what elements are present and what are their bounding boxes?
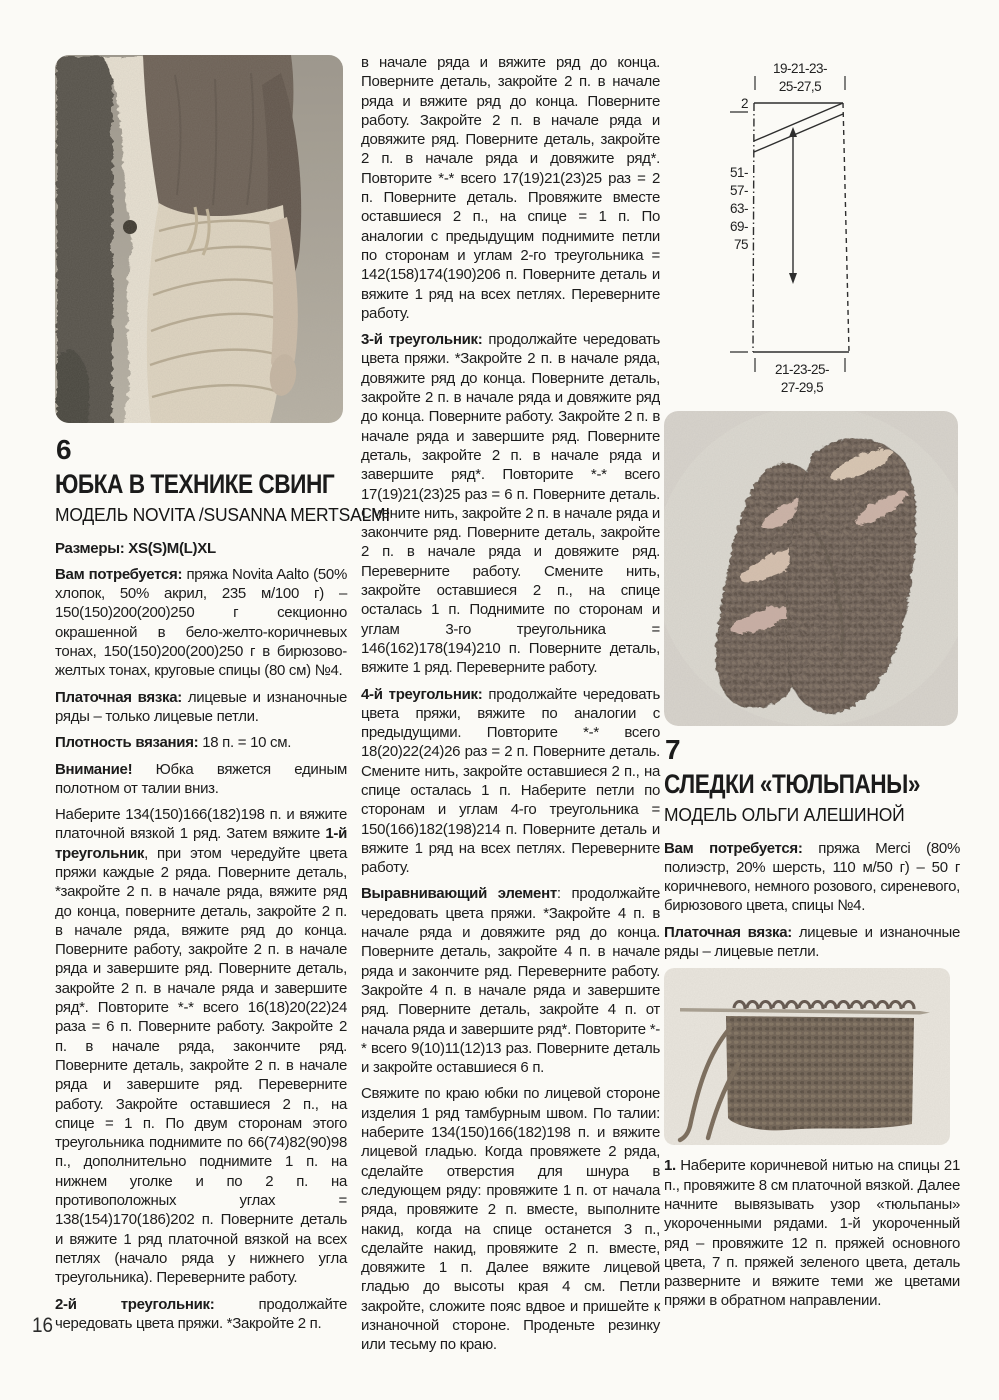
paragraph: Выравнивающий элемент: продолжайте чередовать цвета пряжи. *Закройте 4 п. в начале ряда и довяжите ряд до конца. Поверните деталь, закройте 4 п. в начале ряда и закончите ряд. Переверните работу. Закройте 4 п. в начале ряда и завершите ряд. Поверните деталь, закройте 4 п. от начала ряда и завершите ряд*. Повторите *-* всего 9(10)11(12)13 раз. Поверните деталь и закройте оставшиеся 6 п. [361, 885, 660, 1077]
paragraph: Свяжите по краю юбки по лицевой стороне изделия 1 ряд тамбурным швом. По талии: наберите 134(150)166(182)198 п. и вяжите лицевой гладью. Когда провяжете 2 ряда, сделайте отверстия для шнура в следующем ряду: провяжите 1 п. от начала ряда, провяжите 2 п. вместе, выполните накид, когда на спице останется 3 п., сделайте накид, провяжите 2 п. вместе, довяжите 1 п. Далее вяжите лицевой гладью до высоты края 4 см. Петли закройте, сложите пояс вдвое и пришейте к изнаночной стороне. Проденьте резинку или тесьму по краю. [361, 1085, 660, 1354]
diagram-top-width-label-2: 25-27,5 [778, 79, 822, 94]
column-left [55, 55, 391, 1340]
paragraph: Платочная вязка: лицевые и изнаночные ряды – только лицевые петли. [55, 688, 347, 725]
article-6-model: МОДЕЛЬ NOVITA /SUSANNA MERTSALMI [55, 504, 391, 525]
diagram-left-top-label: 2 [740, 96, 748, 111]
article-7-number: 7 [665, 734, 681, 765]
diagram-side-label-3: 63- [729, 201, 748, 216]
scan-grain [55, 55, 343, 423]
column-middle [361, 53, 660, 1362]
article-7-header [664, 736, 960, 826]
paragraph: Наберите 134(150)166(182)198 п. и вяжите платочной вязкой 1 ряд. Затем вяжите 1-й треугольник, при этом чередуйте цвета пряжи каждые 2 ряда. Поверните деталь, *закройте 2 п. в начале ряда, вяжите ряд до конца, поверните деталь, закройте 2 п. в начале ряда, вяжите ряд до конца. Поверните работу, закройте 2 п. в начале ряда и завершите ряд. Поверните деталь, закройте 2 п. в начале ряда и завершите ряд*. Повторите *-* всего 16(18)20(22)24 раза = 6 п. Поверните работу. Закройте 2 п. в начале ряда, закончите ряд. Поверните деталь, закройте 2 п. в начале ряда и завершите ряд. Переверните работу. Закройте оставшиеся 2 п., на спице = 1 п. По двум сторонам этого треугольника поднимите по 66(74)82(90)98 п., дополнительно поднимите 1 п. на нижнем уголке и по 2 п. на противоположных углах = 138(154)170(186)202 п. Поверните деталь и вяжите 1 ряд платочной вязкой на всех петлях (начало ряда у нижнего угла треугольника). Переверните работу. [55, 806, 347, 1287]
diagram-side-label-4: 69- [729, 219, 748, 234]
article-6-text-continued [361, 53, 660, 1355]
paragraph: Плотность вязания: 18 п. = 10 см. [55, 734, 292, 752]
article-7-text [664, 839, 960, 962]
garter-swatch-photo [664, 968, 950, 1145]
diagram-side-label-2: 57- [729, 183, 748, 198]
paragraph: 3-й треугольник: продолжайте чередовать цвета пряжи. *Закройте 2 п. в начале ряда, довяжите ряд до конца. Поверните деталь, закройте 2 п. в начале ряда и довяжите ряд до конца. Поверните работу. Закройте 2 п. в начале ряда и завершите ряд. Поверните деталь, закройте 2 п. в начале ряда и завершите ряд*. Повторите *-* всего 17(19)21(23)25 раз = 6 п. Поверните деталь. Смените нить, закройте 2 п. в начале ряда и закончите ряд. Поверните деталь, закройте 2 п. в начале ряда и довяжите ряд. Переверните работу. Смените нить, закройте оставшиеся 2 п., на спице осталась 1 п. Поднимите по сторонам и углам 3-го треугольника = 146(162)178(194)210 п. Поверните деталь, вяжите 1 ряд. Переверните работу. [361, 331, 660, 677]
article-7-step-1: 1. Наберите коричневой нитью на спицы 21 п., провяжите 8 см платочной вязкой. Далее начните вывязывать узор «тюльпаны» укороченными рядами. 1-й укороченный ряд – провяжите 12 п. пряжей основного цвета, 7 п. пряжей зеленого цвета, деталь разверните и вяжите теми же цветами пряжи в обратном направлении. [664, 1157, 960, 1310]
paragraph: Вам потребуется: пряжа Merci (80% полиэстр, 20% шерсть, 110 м/50 г) – 50 г коричневого, немного розового, сиреневого, бирюзового цвета, спицы №4. [664, 839, 960, 915]
knitting-direction-arrow [789, 127, 797, 284]
diagram-side-label-1: 51- [729, 165, 748, 180]
paragraph: в начале ряда и вяжите ряд до конца. Поверните деталь, закройте 2 п. в начале ряда и вяжите ряд до конца. Поверните работу. Закройте 2 п. в начале ряда и довяжите ряд. Поверните деталь, закройте 2 п. в начале ряда и довяжите ряд*. Повторите *-* всего 17(19)21(23)25 раз = 2 п. Поверните деталь. Провяжите вместе оставшиеся 2 п., на спице = 1 п. По аналогии с предыдущим поднимите петли по сторонам и углам 2-го треугольника = 142(158)174(190)206 п. Поверните деталь и вяжите 1 ряд на всех петлях. Переверните работу. [361, 54, 660, 322]
paragraph: Внимание! Юбка вяжется единым полотном от талии вниз. [55, 760, 347, 797]
diagram-side-label-5: 75 [733, 237, 748, 252]
article-7-title: СЛЕДКИ «ТЮЛЬПАНЫ» [664, 769, 920, 799]
diagram-bottom-width-label-1: 21-23-25- [774, 362, 830, 377]
column-right [664, 45, 960, 1318]
article-6-title: ЮБКА В ТЕХНИКЕ СВИНГ [55, 469, 335, 499]
tulip-slippers-photo [664, 411, 958, 726]
skirt-schematic-diagram [664, 45, 960, 403]
paragraph: Вам потребуется: пряжа Novita Aalto (50% хлопок, 50% акрил, 235 м/100 г) – 150(150)200(200)250 г секционно окрашенной в бело-желто-коричневых тонах, 150(150)200(200)250 г в бирюзово-желтых тонах, круговые спицы (80 см) №4. [55, 565, 348, 680]
article-6-text [55, 539, 347, 1334]
scan-grain [664, 968, 950, 1145]
article-6-header [55, 434, 391, 526]
diagram-top-width-label-1: 19-21-23- [772, 61, 828, 76]
diagram-bottom-width-label-2: 27-29,5 [780, 380, 824, 395]
paragraph: 4-й треугольник: продолжайте чередовать цвета пряжи, вяжите по аналогии с предыдущими. Повторите *-* всего 18(20)22(24)26 раз = 2 п. Поверните деталь. Смените нить, закройте оставшиеся 2 п., на спице осталась 1 п. Наберите петли по сторонам и углам 4-го треугольника = 150(166)182(198)214 п. Поверните деталь и вяжите 1 ряд на всех петлях. Переверните работу. [361, 685, 660, 877]
paragraph: Размеры: XS(S)M(L)XL [55, 539, 216, 557]
paragraph: 2-й треугольник: продолжайте чередовать цвета пряжи. *Закройте 2 п. [55, 1295, 347, 1332]
schematic-outline [753, 103, 849, 352]
skirt-model-photo [55, 55, 343, 423]
article-6-number: 6 [56, 434, 72, 465]
page-number: 16 [32, 1314, 54, 1337]
paragraph: Платочная вязка: лицевые и изнаночные ряды – лицевые петли. [664, 923, 960, 961]
scan-grain [664, 411, 958, 726]
article-7-model: МОДЕЛЬ ОЛЬГИ АЛЕШИНОЙ [664, 804, 905, 825]
